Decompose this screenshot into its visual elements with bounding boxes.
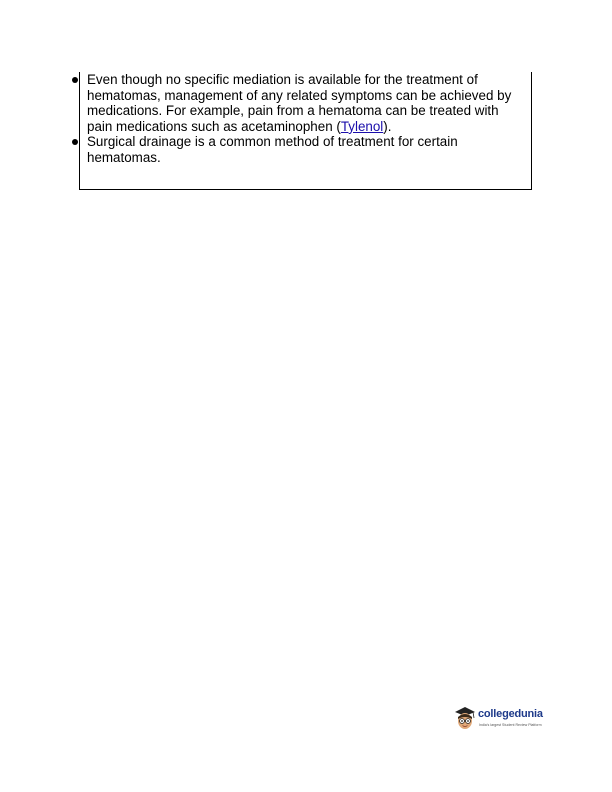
content-box	[79, 72, 532, 190]
bullet-icon	[72, 139, 78, 145]
tylenol-link[interactable]: Tylenol	[340, 118, 384, 134]
bullet-text-end: ).	[383, 118, 392, 134]
logo-tagline: India's largest Student Review Platform	[479, 723, 542, 727]
list-item	[80, 134, 527, 165]
bullet-icon	[72, 77, 78, 83]
logo-name: collegedunia	[478, 708, 543, 720]
bullet-text: Even though no specific mediation is available for the treatment of hematomas, management of any related symptoms can be achieved by medications. For example, pain from a hematoma can be treated with pain medications such as acetaminophen (	[87, 72, 512, 134]
student-mascot-icon	[453, 706, 477, 732]
collegedunia-logo	[453, 706, 553, 732]
list-item	[80, 72, 527, 134]
bullet-list	[80, 72, 527, 166]
bullet-text: Surgical drainage is a common method of treatment for certain hematomas.	[87, 134, 458, 165]
